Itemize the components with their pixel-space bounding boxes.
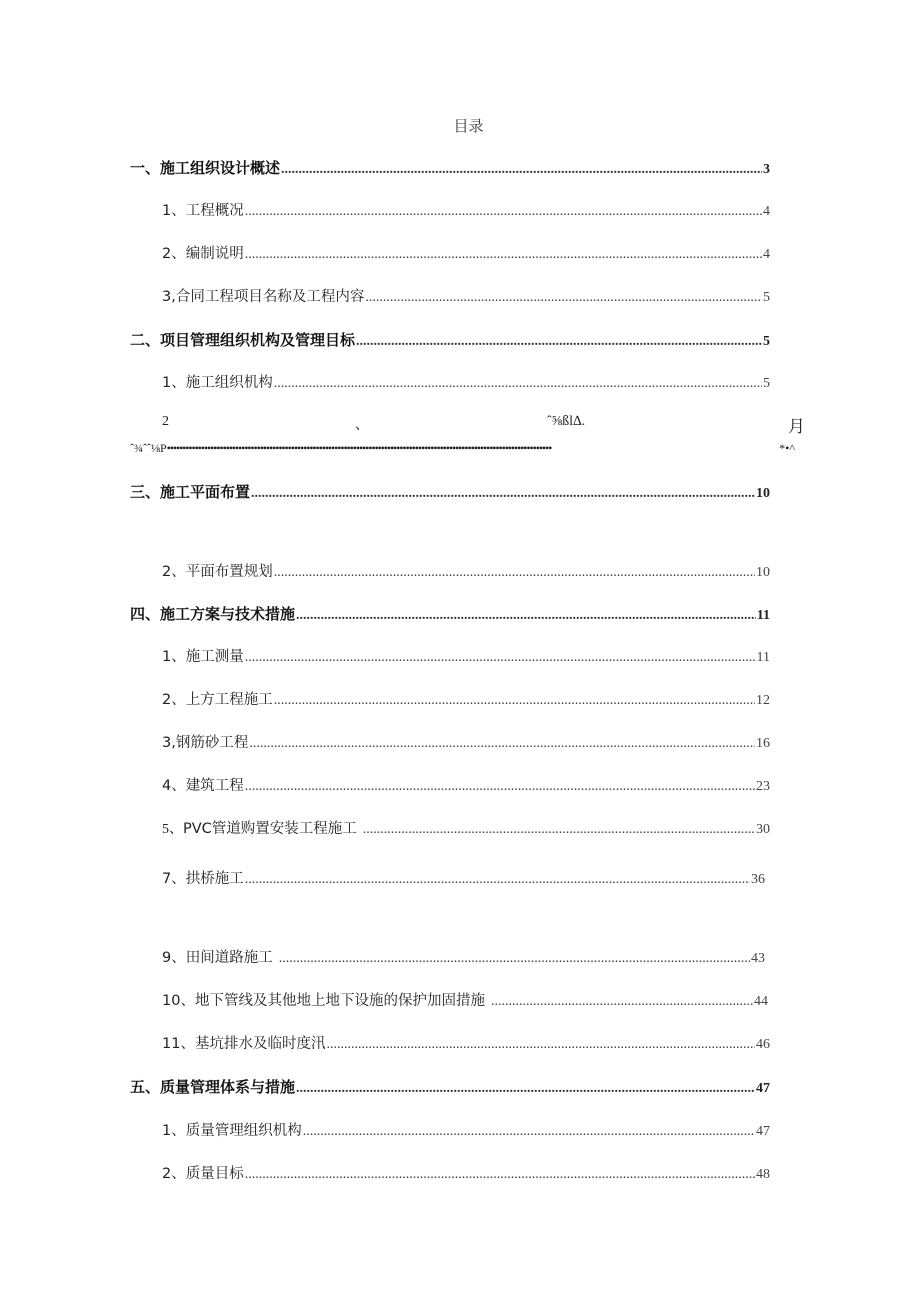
toc-leader: [245, 777, 755, 797]
toc-entry[interactable]: [162, 733, 770, 754]
toc-label: 1、工程概况: [162, 203, 244, 219]
garbled-fragment: 、: [355, 418, 369, 433]
toc-page: 47: [756, 1081, 770, 1096]
toc-page: 48: [756, 1167, 770, 1182]
garbled-fragment: ˆ⅝ßl∆.: [547, 414, 586, 429]
toc-leader: [245, 870, 750, 890]
toc-label: 3,合同工程项目名称及工程内容: [162, 289, 365, 305]
toc-page: 16: [756, 736, 770, 751]
toc-leader: [274, 691, 755, 711]
toc-label: 一、施工组织设计概述: [130, 159, 281, 177]
toc-entry[interactable]: [162, 647, 770, 668]
toc-page: 47: [756, 1124, 770, 1139]
toc-leader: [281, 160, 762, 180]
toc-page: 30: [756, 822, 770, 837]
toc-page: 44: [754, 994, 768, 1009]
toc-entry[interactable]: [162, 287, 770, 308]
toc-entry[interactable]: [162, 201, 770, 222]
toc-page: 4: [763, 204, 770, 219]
toc-entry[interactable]: [162, 819, 770, 840]
toc-entry[interactable]: [162, 244, 770, 265]
toc-page: 43: [751, 951, 765, 966]
toc-label: 四、施工方案与技术措施: [130, 605, 296, 623]
toc-leader: [296, 1079, 755, 1099]
toc-label: 五、质量管理体系与措施: [130, 1078, 296, 1096]
toc-leader: [303, 1122, 755, 1142]
toc-entry[interactable]: [162, 1164, 770, 1185]
garbled-fragment: 2: [162, 414, 169, 429]
toc-leader: [491, 992, 753, 1012]
toc-label: 1、施工组织机构: [162, 375, 273, 391]
garbled-leader: ••••••••••••••••••••••••••••••••••••••••••••••••••••••••••••••••••••••••••••••••••••••••••••••••••••••••••••••••••••••••••••: [166, 441, 552, 455]
toc-page: 5: [763, 290, 770, 305]
toc-entry[interactable]: [162, 373, 770, 394]
toc-entry[interactable]: [162, 562, 770, 583]
toc-entry[interactable]: [130, 482, 770, 504]
toc-leader: [365, 288, 762, 308]
toc-entry[interactable]: [162, 991, 768, 1012]
toc-page: 10: [756, 565, 770, 580]
toc-label: 1、质量管理组织机构: [162, 1123, 302, 1139]
toc-label: 1、施工测量: [162, 649, 244, 665]
toc-page: 12: [756, 693, 770, 708]
toc-page: 36: [751, 872, 765, 887]
toc-leader: [245, 245, 762, 265]
toc-leader: [356, 332, 762, 352]
toc-page: 4: [763, 247, 770, 262]
toc-entry[interactable]: [130, 604, 770, 626]
garbled-fragment: 月: [788, 417, 805, 437]
garbled-fragment: *•^: [779, 441, 795, 455]
toc-label: 2、平面布置规划: [162, 564, 273, 580]
garbled-line: [130, 441, 795, 456]
toc-leader: [274, 374, 762, 394]
toc-leader: [363, 820, 755, 840]
toc-label: 11、基坑排水及临时度汛: [162, 1036, 326, 1052]
toc-entry[interactable]: [162, 776, 770, 797]
toc-leader: [296, 606, 756, 626]
toc-entry[interactable]: [162, 1121, 770, 1142]
toc-label: 10、地下管线及其他地上地下设施的保护加固措施: [162, 993, 485, 1009]
toc-page: 11: [756, 650, 770, 665]
toc-label: 二、项目管理组织机构及管理目标: [130, 331, 356, 349]
toc-label: 9、田间道路施工: [162, 950, 273, 966]
toc-page: 46: [756, 1037, 770, 1052]
toc-leader: [245, 648, 756, 668]
garbled-fragment: ˆ¾ˆˆ⅛P: [130, 441, 167, 455]
toc-leader: [326, 1035, 755, 1055]
toc-leader: [245, 202, 762, 222]
toc-entry[interactable]: [130, 330, 770, 352]
toc-leader: [249, 734, 755, 754]
toc-page: 11: [756, 608, 770, 623]
toc-entry[interactable]: [162, 690, 770, 711]
toc-entry[interactable]: [162, 1034, 770, 1055]
toc-entry[interactable]: [130, 1077, 770, 1099]
toc-leader: [274, 563, 755, 583]
toc-label: 3,钢筋砂工程: [162, 735, 249, 751]
toc-page: 5: [763, 334, 770, 349]
toc-page: 3: [763, 162, 770, 177]
toc-leader: [251, 484, 755, 504]
toc-label: 2、质量目标: [162, 1166, 244, 1182]
toc-label: 7、拱桥施工: [162, 871, 244, 887]
toc-leader: [245, 1165, 755, 1185]
toc-leader: [279, 949, 750, 969]
page-title: 目录: [453, 117, 484, 135]
toc-label: 4、建筑工程: [162, 778, 244, 794]
garbled-line: [162, 414, 807, 436]
toc-label: PVC管道购置安装工程施工: [183, 821, 357, 837]
toc-label: 2、编制说明: [162, 246, 244, 262]
toc-entry[interactable]: [130, 158, 770, 180]
toc-page: 23: [756, 779, 770, 794]
toc-entry[interactable]: [162, 869, 765, 890]
toc-number: 5、: [162, 822, 183, 837]
toc-label: 三、施工平面布置: [130, 483, 251, 501]
toc-label: 2、上方工程施工: [162, 692, 273, 708]
toc-entry[interactable]: [162, 948, 765, 969]
toc-page: 5: [763, 376, 770, 391]
toc-page: 10: [756, 486, 770, 501]
